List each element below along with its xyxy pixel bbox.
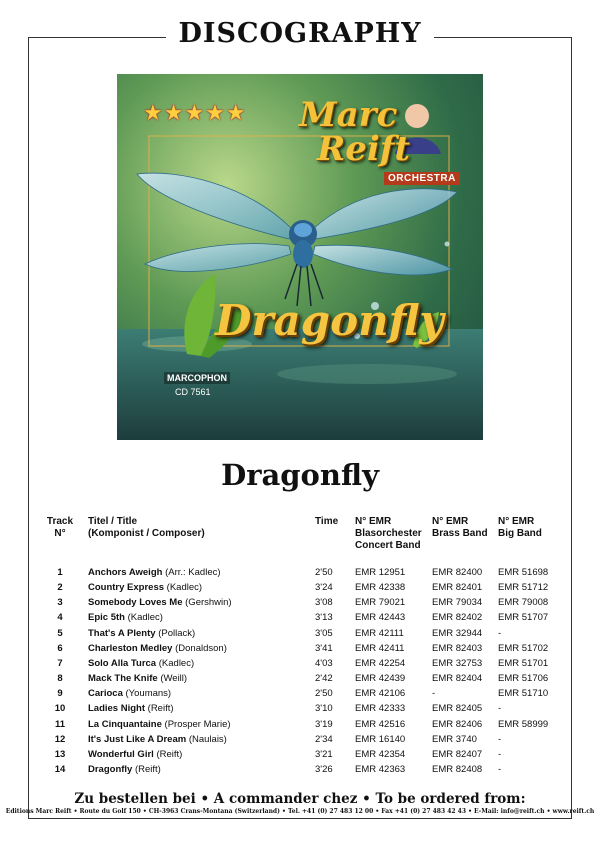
track-title xyxy=(88,673,187,684)
track-number: 1 xyxy=(57,567,63,578)
track-composer: (Reift) xyxy=(134,763,161,775)
record-label: MARCOPHON xyxy=(164,372,230,384)
track-number: 9 xyxy=(57,688,63,700)
track-title-name: Somebody Loves Me xyxy=(88,597,183,609)
big-band-number: EMR 51712 xyxy=(498,582,549,594)
track-composer: (Prosper Marie) xyxy=(164,718,231,730)
brass-band-number: EMR 82406 xyxy=(432,718,483,730)
table-row xyxy=(0,567,600,582)
track-title xyxy=(88,764,161,775)
table-row xyxy=(0,703,600,718)
brass-band-number: EMR 82403 xyxy=(432,642,483,654)
concert-band-number: EMR 42363 xyxy=(355,763,406,775)
concert-band-number: EMR 42338 xyxy=(355,582,406,594)
address-line: Editions Marc Reift • Route du Golf 150 • CH-3963 Crans-Montana (Switzerland) • Tel. +41 (0) 27 483 12 00 • Fax +41 (0) 27 483 42 43 • E-Mail: info@reift.ch • www.reift.ch xyxy=(5,808,595,815)
track-composer: (Kadlec) xyxy=(127,612,163,624)
track-title xyxy=(88,688,171,699)
table-row xyxy=(0,734,600,749)
track-composer: (Arr.: Kadlec) xyxy=(165,567,221,578)
concert-band-number: EMR 42333 xyxy=(355,703,406,715)
big-band-number: - xyxy=(498,733,502,745)
track-time: 3'24 xyxy=(315,582,333,594)
track-composer: (Donaldson) xyxy=(175,642,227,654)
track-time: 3'08 xyxy=(315,597,333,609)
big-band-number: EMR 51702 xyxy=(498,642,549,654)
track-time: 2'42 xyxy=(315,673,333,685)
table-row xyxy=(0,643,600,658)
track-title-name: Mack The Knife xyxy=(88,673,158,685)
big-band-number: - xyxy=(498,763,502,775)
track-time: 2'50 xyxy=(315,688,333,700)
table-row xyxy=(0,658,600,673)
concert-band-number: EMR 42254 xyxy=(355,657,406,669)
track-title-name: That's A Plenty xyxy=(88,627,156,639)
brass-band-number: - xyxy=(432,688,436,700)
header-title: Titel / Title (Komponist / Composer) xyxy=(88,516,205,539)
track-title-name: Dragonfly xyxy=(88,763,133,775)
album-title: Dragonfly xyxy=(221,458,379,492)
track-time: 3'21 xyxy=(315,748,333,760)
track-composer: (Kadlec) xyxy=(166,582,203,594)
table-row xyxy=(0,764,600,779)
track-title xyxy=(88,582,202,593)
track-composer: (Gershwin) xyxy=(185,597,232,609)
track-time: 3'41 xyxy=(315,642,333,654)
brass-band-number: EMR 79034 xyxy=(432,597,483,609)
header-brass-band: N° EMR Brass Band xyxy=(432,516,488,539)
rating-stars: ★★★★★ xyxy=(143,100,247,125)
concert-band-number: EMR 42516 xyxy=(355,718,406,730)
track-title xyxy=(88,612,163,623)
orchestra-label: ORCHESTRA xyxy=(384,172,460,185)
track-number: 10 xyxy=(54,703,66,715)
track-composer: (Pollack) xyxy=(158,627,196,639)
header-time: Time xyxy=(315,516,339,527)
track-title xyxy=(88,734,227,745)
brass-band-number: EMR 32753 xyxy=(432,657,483,669)
big-band-number: EMR 51698 xyxy=(498,567,549,578)
track-composer: (Youmans) xyxy=(125,688,172,700)
brand-logo: Marc Reift xyxy=(299,95,411,169)
track-title-name: Charleston Medley xyxy=(88,642,173,654)
header-track: Track N° xyxy=(46,516,74,539)
track-time: 4'03 xyxy=(315,657,333,669)
track-number: 2 xyxy=(57,582,63,594)
track-title-name: La Cinquantaine xyxy=(88,718,162,730)
brass-band-number: EMR 82404 xyxy=(432,673,483,685)
track-title xyxy=(88,643,227,654)
brass-band-number: EMR 82402 xyxy=(432,612,483,624)
header-concert-band: N° EMR Blasorchester Concert Band xyxy=(355,516,422,551)
table-row xyxy=(0,688,600,703)
track-title-name: Wonderful Girl xyxy=(88,748,154,760)
big-band-number: EMR 51707 xyxy=(498,612,549,624)
concert-band-number: EMR 79021 xyxy=(355,597,406,609)
track-number: 3 xyxy=(57,597,63,609)
table-row xyxy=(0,719,600,734)
concert-band-number: EMR 42106 xyxy=(355,688,406,700)
page-heading: DISCOGRAPHY xyxy=(0,18,600,49)
track-title-name: Country Express xyxy=(88,582,165,594)
track-number: 14 xyxy=(54,763,66,775)
track-time: 3'26 xyxy=(315,763,333,775)
concert-band-number: EMR 42354 xyxy=(355,748,406,760)
brass-band-number: EMR 82400 xyxy=(432,567,483,578)
track-title-name: Carioca xyxy=(88,688,123,700)
concert-band-number: EMR 42111 xyxy=(355,627,404,639)
track-title-name: Solo Alla Turca xyxy=(88,657,157,669)
table-row xyxy=(0,628,600,643)
track-title xyxy=(88,719,231,730)
order-line: Zu bestellen bei • A commander chez • To be ordered from: xyxy=(74,791,526,807)
table-row xyxy=(0,612,600,627)
brass-band-number: EMR 82405 xyxy=(432,703,483,715)
catalog-number: CD 7561 xyxy=(175,387,211,397)
concert-band-number: EMR 42411 xyxy=(355,642,405,654)
track-number: 7 xyxy=(57,657,63,669)
brass-band-number: EMR 32944 xyxy=(432,627,483,639)
track-number: 13 xyxy=(54,748,66,760)
track-composer: (Weill) xyxy=(160,673,188,685)
track-title-name: Anchors Aweigh xyxy=(88,567,163,578)
table-row xyxy=(0,673,600,688)
track-title xyxy=(88,749,182,760)
track-time: 3'10 xyxy=(315,703,333,715)
big-band-number: EMR 58999 xyxy=(498,718,549,730)
big-band-number: - xyxy=(498,703,502,715)
track-composer: (Kadlec) xyxy=(158,657,195,669)
album-cover xyxy=(117,74,483,440)
concert-band-number: EMR 42439 xyxy=(355,673,406,685)
track-number: 5 xyxy=(57,627,63,639)
track-composer: (Reift) xyxy=(156,748,183,760)
track-composer: (Naulais) xyxy=(188,733,227,745)
track-number: 12 xyxy=(54,733,66,745)
big-band-number: EMR 51710 xyxy=(498,688,549,700)
track-number: 8 xyxy=(57,673,63,685)
big-band-number: - xyxy=(498,748,502,760)
brass-band-number: EMR 82407 xyxy=(432,748,483,760)
cover-title: Dragonfly xyxy=(215,296,444,345)
table-row xyxy=(0,582,600,597)
table-row xyxy=(0,749,600,764)
concert-band-number: EMR 12951 xyxy=(355,567,406,578)
concert-band-number: EMR 42443 xyxy=(355,612,406,624)
big-band-number: EMR 51706 xyxy=(498,673,549,685)
big-band-number: EMR 51701 xyxy=(498,657,549,669)
track-time: 3'13 xyxy=(315,612,333,624)
brass-band-number: EMR 3740 xyxy=(432,733,477,745)
track-number: 6 xyxy=(57,642,63,654)
brass-band-number: EMR 82408 xyxy=(432,763,483,775)
track-title xyxy=(88,703,174,714)
track-title xyxy=(88,597,232,608)
track-time: 2'34 xyxy=(315,733,333,745)
track-title-name: It's Just Like A Dream xyxy=(88,733,187,745)
track-number: 4 xyxy=(57,612,63,624)
track-title xyxy=(88,567,221,578)
big-band-number: - xyxy=(498,627,502,639)
track-composer: (Reift) xyxy=(147,703,174,715)
concert-band-number: EMR 16140 xyxy=(355,733,406,745)
track-title-name: Ladies Night xyxy=(88,703,146,715)
header-big-band: N° EMR Big Band xyxy=(498,516,542,539)
track-time: 3'05 xyxy=(315,627,333,639)
track-time: 2'50 xyxy=(315,567,333,578)
track-time: 3'19 xyxy=(315,718,333,730)
track-number: 11 xyxy=(54,718,66,730)
table-row xyxy=(0,597,600,612)
big-band-number: EMR 79008 xyxy=(498,597,549,609)
brass-band-number: EMR 82401 xyxy=(432,582,483,594)
track-title xyxy=(88,658,194,669)
track-title xyxy=(88,628,195,639)
track-title-name: Epic 5th xyxy=(88,612,125,624)
